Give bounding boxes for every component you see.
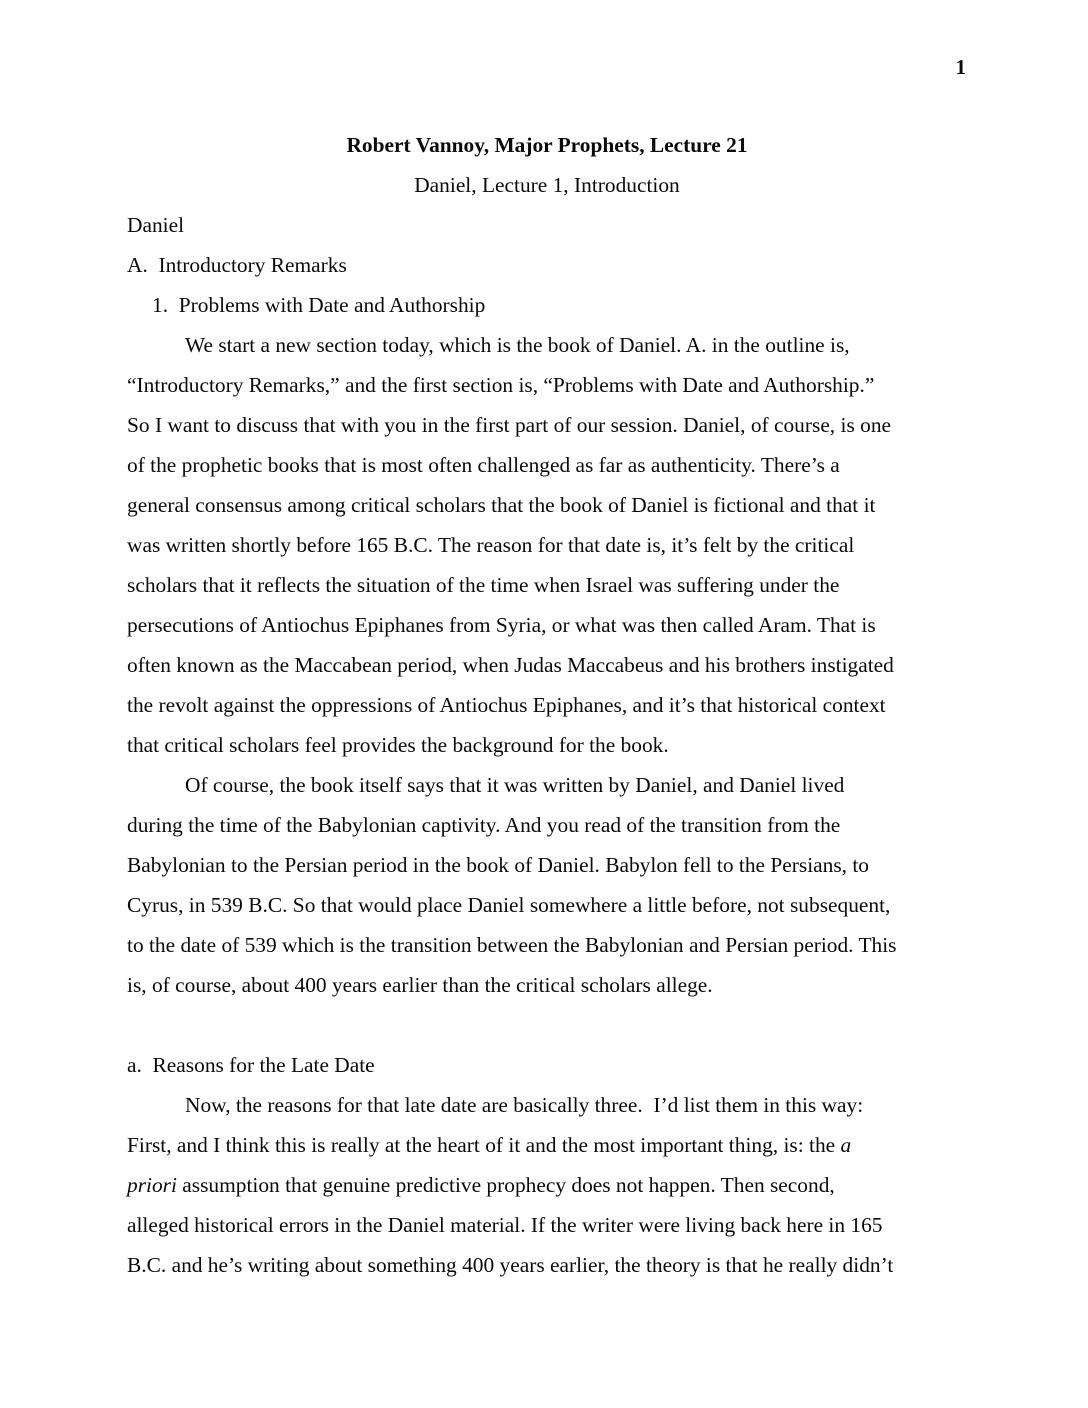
blank-line — [127, 1005, 967, 1045]
paragraph-line — [127, 1125, 967, 1165]
outline-item-1: 1. Problems with Date and Authorship — [152, 293, 486, 317]
paragraph-line — [127, 1165, 967, 1205]
paragraph-line: Of course, the book itself says that it was written by Daniel, and Daniel lived — [185, 773, 845, 797]
paragraph-line: Babylonian to the Persian period in the book of Daniel. Babylon fell to the Persians, to — [127, 853, 869, 877]
paragraph-line: the revolt against the oppressions of Antiochus Epiphanes, and it’s that historical context — [127, 693, 886, 717]
document-subtitle: Daniel, Lecture 1, Introduction — [414, 173, 680, 197]
paragraph-line: often known as the Maccabean period, when Judas Maccabeus and his brothers instigated — [127, 653, 894, 677]
outline-section-a: A. Introductory Remarks — [127, 253, 347, 277]
italic-text: priori — [127, 1173, 177, 1197]
paragraph-2 — [127, 765, 967, 1005]
paragraph-line: was written shortly before 165 B.C. The reason for that date is, it’s felt by the critical — [127, 533, 855, 557]
paragraph-line: persecutions of Antiochus Epiphanes from Syria, or what was then called Aram. That is — [127, 613, 876, 637]
paragraph-1 — [127, 325, 967, 765]
page-number: 1 — [955, 55, 966, 79]
paragraph-3 — [127, 1085, 967, 1285]
paragraph-line: Now, the reasons for that late date are basically three. I’d list them in this way: — [185, 1093, 864, 1117]
italic-text: a — [840, 1133, 852, 1157]
paragraph-line: is, of course, about 400 years earlier than the critical scholars allege. — [127, 973, 713, 997]
paragraph-line: B.C. and he’s writing about something 400 years earlier, the theory is that he really didn’t — [127, 1253, 894, 1277]
outline-label: Daniel — [127, 213, 185, 237]
paragraph-line: We start a new section today, which is the book of Daniel. A. in the outline is, — [185, 333, 850, 357]
document-content — [127, 125, 967, 1285]
paragraph-line: Cyrus, in 539 B.C. So that would place Daniel somewhere a little before, not subsequent, — [127, 893, 891, 917]
paragraph-line: to the date of 539 which is the transition between the Babylonian and Persian period. This — [127, 933, 897, 957]
paragraph-line: of the prophetic books that is most often challenged as far as authenticity. There’s a — [127, 453, 840, 477]
paragraph-text: assumption that genuine predictive prophecy does not happen. Then second, — [176, 1173, 835, 1197]
paragraph-line: So I want to discuss that with you in the first part of our session. Daniel, of course, is one — [127, 413, 892, 437]
paragraph-line: during the time of the Babylonian captivity. And you read of the transition from the — [127, 813, 841, 837]
paragraph-line: “Introductory Remarks,” and the first section is, “Problems with Date and Authorship.” — [127, 373, 875, 397]
paragraph-text: First, and I think this is really at the heart of it and the most important thing, is: the — [127, 1133, 841, 1157]
paragraph-line: scholars that it reflects the situation of the time when Israel was suffering under the — [127, 573, 840, 597]
paragraph-line: alleged historical errors in the Daniel material. If the writer were living back here in 165 — [127, 1213, 883, 1237]
paragraph-line: that critical scholars feel provides the background for the book. — [127, 733, 669, 757]
subsection-heading: a. Reasons for the Late Date — [127, 1053, 375, 1077]
document-title: Robert Vannoy, Major Prophets, Lecture 21 — [346, 133, 748, 157]
paragraph-line: general consensus among critical scholars that the book of Daniel is fictional and that it — [127, 493, 876, 517]
